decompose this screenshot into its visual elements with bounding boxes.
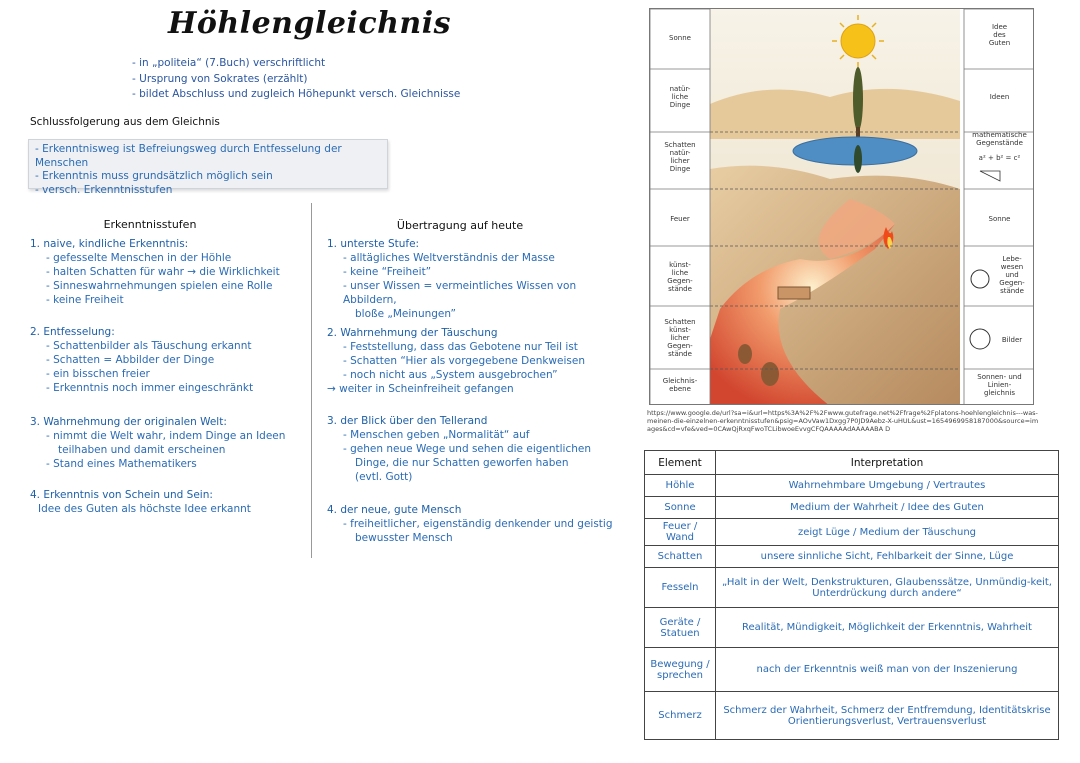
table-cell-element: Geräte / Statuen: [645, 608, 716, 648]
list-item-continuation: Dinge, die nur Schatten geworfen haben: [355, 457, 569, 469]
diagram-label-right: Ideen: [989, 93, 1010, 101]
right-column-heading: Übertragung auf heute: [396, 219, 524, 232]
left-section-3: [30, 415, 305, 471]
list-item: - gehen neue Wege und sehen die eigentlichen: [327, 442, 627, 456]
table-cell-element: Bewegung / sprechen: [645, 648, 716, 692]
diagram-label-right: Sonnen- und Linien- gleichnis: [977, 373, 1022, 397]
table-row: [645, 568, 1059, 608]
left-section-2: [30, 325, 305, 395]
table-cell-element: Fesseln: [645, 568, 716, 608]
table-header-cell: Element: [645, 451, 716, 475]
table-row: [645, 475, 1059, 497]
intro-item: - Ursprung von Sokrates (erzählt): [132, 72, 460, 88]
section-heading: 3. Wahrnehmung der originalen Welt:: [30, 416, 227, 428]
left-section-1: [30, 237, 305, 307]
conclusion-item: - Erkenntnis muss grundsätzlich möglich sein: [35, 170, 381, 184]
table-row: [645, 546, 1059, 568]
list-item: - Sinneswahrnehmungen spielen eine Rolle: [30, 279, 305, 293]
list-item: - Schatten = Abbilder der Dinge: [30, 353, 305, 367]
diagram-label-left: Schatten künst- licher Gegen- stände: [664, 318, 696, 358]
diagram-formula: a² + b² = c²: [978, 154, 1021, 162]
right-section-1: [327, 237, 627, 321]
diagram-label-right: Bilder: [1001, 336, 1023, 344]
intro-item: - in „politeia“ (7.Buch) verschriftlicht: [132, 56, 460, 72]
list-item: - gefesselte Menschen in der Höhle: [30, 251, 305, 265]
vase-icon: [971, 270, 989, 288]
table-header-row: [645, 451, 1059, 475]
list-item-continuation: (evtl. Gott): [355, 471, 413, 483]
diagram-label-left: Schatten natür- licher Dinge: [664, 141, 696, 173]
table-cell-element: Feuer / Wand: [645, 519, 716, 546]
list-item: - halten Schatten für wahr → die Wirklichkeit: [30, 265, 305, 279]
section-heading: 4. der neue, gute Mensch: [327, 504, 462, 516]
list-item: - Feststellung, dass das Gebotene nur Teil ist: [327, 340, 627, 354]
list-item: Idee des Guten als höchste Idee erkannt: [38, 503, 251, 515]
right-section-3: [327, 414, 627, 484]
section-heading: 1. naive, kindliche Erkenntnis:: [30, 238, 189, 250]
column-divider: [311, 203, 312, 558]
list-item: - Erkenntnis noch immer eingeschränkt: [30, 381, 305, 395]
table-cell-element: Schatten: [645, 546, 716, 568]
table-cell-element: Sonne: [645, 497, 716, 519]
cave-diagram: [649, 8, 1034, 405]
table-cell-interpretation: Medium der Wahrheit / Idee des Guten: [716, 497, 1059, 519]
conclusion-item: - Erkenntnisweg ist Befreiungsweg durch Entfesselung der Menschen: [35, 143, 381, 170]
intro-item: - bildet Abschluss und zugleich Höhepunkt versch. Gleichnisse: [132, 87, 460, 103]
list-item: - alltägliches Weltverständnis der Masse: [327, 251, 627, 265]
table-row: [645, 608, 1059, 648]
conclusion-item: - versch. Erkenntnisstufen: [35, 184, 381, 198]
list-item: - Schattenbilder als Täuschung erkannt: [30, 339, 305, 353]
diagram-label-left: Feuer: [670, 215, 690, 223]
diagram-label-left: Sonne: [669, 34, 691, 42]
page-title: Höhlengleichnis: [168, 6, 451, 41]
diagram-label-right: Idee des Guten: [988, 23, 1011, 47]
diagram-label-left: natür- liche Dinge: [669, 85, 691, 109]
table-row: [645, 648, 1059, 692]
diagram-label-right: Sonne: [988, 215, 1011, 223]
table-cell-interpretation: Wahrnehmbare Umgebung / Vertrautes: [716, 475, 1059, 497]
right-section-2: [327, 326, 627, 396]
section-heading: 2. Wahrnehmung der Täuschung: [327, 327, 498, 339]
table-cell-interpretation: „Halt in der Welt, Denkstrukturen, Glaubenssätze, Unmündig-keit, Unterdrückung durch andere“: [716, 568, 1059, 608]
conclusion-heading: Schlussfolgerung aus dem Gleichnis: [30, 116, 220, 128]
section-note: → weiter in Scheinfreiheit gefangen: [327, 383, 514, 395]
left-column-heading: Erkenntnisstufen: [103, 218, 197, 231]
diagram-label-left: Gleichnis- ebene: [662, 377, 698, 393]
list-item: - Stand eines Mathematikers: [30, 457, 305, 471]
table-cell-element: Schmerz: [645, 692, 716, 740]
list-item-continuation: bewusster Mensch: [355, 532, 453, 544]
right-section-4: [327, 503, 627, 545]
section-heading: 1. unterste Stufe:: [327, 238, 420, 250]
left-section-4: [30, 488, 305, 516]
section-heading: 4. Erkenntnis von Schein und Sein:: [30, 489, 213, 501]
section-heading: 2. Entfesselung:: [30, 326, 115, 338]
list-item: - Schatten “Hier als vorgegebene Denkweisen: [327, 354, 627, 368]
table-header-cell: Interpretation: [716, 451, 1059, 475]
list-item: - ein bisschen freier: [30, 367, 305, 381]
conclusion-box: [28, 139, 388, 196]
table-cell-interpretation: Realität, Mündigkeit, Möglichkeit der Erkenntnis, Wahrheit: [716, 608, 1059, 648]
interpretation-table: [644, 450, 1059, 740]
table-cell-interpretation: zeigt Lüge / Medium der Täuschung: [716, 519, 1059, 546]
table-cell-interpretation: nach der Erkenntnis weiß man von der Inszenierung: [716, 648, 1059, 692]
table-row: [645, 692, 1059, 740]
list-item: - Menschen geben „Normalität“ auf: [327, 428, 627, 442]
triangle-icon: [980, 171, 1000, 181]
diagram-label-right: mathematische Gegenstände: [972, 131, 1027, 147]
image-icon: [970, 329, 990, 349]
diagram-label-left: künst- liche Gegen- stände: [667, 261, 693, 293]
list-item: - keine “Freiheit”: [327, 265, 627, 279]
list-item: - freiheitlicher, eigenständig denkender und geistig: [327, 517, 627, 531]
list-item-continuation: bloße „Meinungen”: [355, 308, 456, 320]
table-cell-interpretation: unsere sinnliche Sicht, Fehlbarkeit der Sinne, Lüge: [716, 546, 1059, 568]
source-url[interactable]: https://www.google.de/url?sa=i&url=https%3A%2F%2Fwww.gutefrage.net%2Ffrage%2Fplatons-hoehlengleichnis---was-meinen-die-einzelnen-erkenntnisstufen&psig=AOvVaw1Dxgg7P0JD9Aebz-X-uHUL&ust=1654969958187000&source=images&cd=vfe&ved=0CAwQjRxqFwoTCLibwoeEvvgCFQAAAAAdAAAAABA D: [647, 409, 1039, 433]
section-heading: 3. der Blick über den Tellerand: [327, 415, 488, 427]
list-item: - unser Wissen = vermeintliches Wissen von Abbildern,: [327, 279, 627, 307]
table-cell-element: Höhle: [645, 475, 716, 497]
list-item-continuation: teilhaben und damit erscheinen: [58, 444, 226, 456]
list-item: - keine Freiheit: [30, 293, 305, 307]
table-row: [645, 497, 1059, 519]
intro-list: [132, 56, 460, 103]
list-item: - noch nicht aus „System ausgebrochen”: [327, 368, 627, 382]
table-row: [645, 519, 1059, 546]
diagram-label-right: Lebe- wesen und Gegen- stände: [999, 255, 1025, 295]
list-item: - nimmt die Welt wahr, indem Dinge an Ideen: [30, 429, 305, 443]
table-cell-interpretation: Schmerz der Wahrheit, Schmerz der Entfremdung, Identitätskrise Orientierungsverlust, Vertrauensverlust: [716, 692, 1059, 740]
